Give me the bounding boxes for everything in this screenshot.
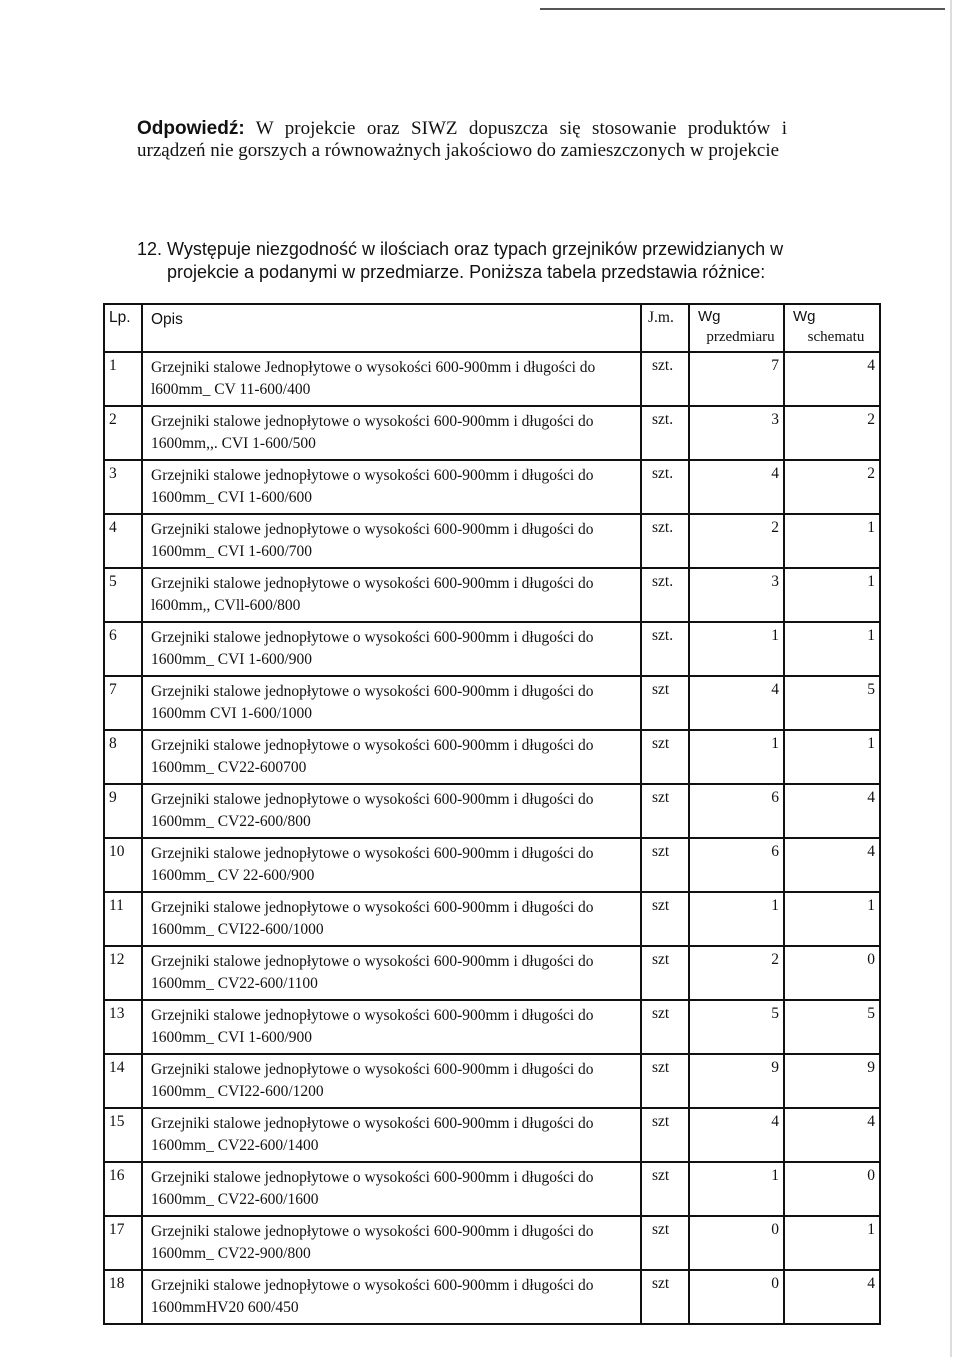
table-row	[104, 568, 880, 622]
row-lp: 13	[104, 1000, 142, 1054]
row-lp: 11	[104, 892, 142, 946]
scan-right-edge	[950, 0, 952, 1357]
row-wg-przedmiaru: 2	[689, 514, 784, 568]
row-description	[142, 622, 641, 676]
scan-top-line	[540, 8, 945, 10]
row-description-line1: Grzejniki stalowe jednopłytowe o wysokości 600-900mm i długości do	[151, 1277, 594, 1294]
row-wg-przedmiaru: 1	[689, 730, 784, 784]
row-wg-schematu: 1	[784, 622, 880, 676]
row-unit: szt.	[641, 568, 689, 622]
row-lp: 14	[104, 1054, 142, 1108]
row-wg-schematu: 4	[784, 838, 880, 892]
row-unit: szt	[641, 1000, 689, 1054]
row-description-line2: 1600mm_ CV 22-600/900	[151, 867, 315, 884]
row-description	[142, 730, 641, 784]
row-lp: 5	[104, 568, 142, 622]
table-row	[104, 676, 880, 730]
header-opis: Opis	[142, 304, 641, 352]
row-description	[142, 1054, 641, 1108]
row-lp: 18	[104, 1270, 142, 1324]
row-description-line1: Grzejniki stalowe jednopłytowe o wysokości 600-900mm i długości do	[151, 1169, 594, 1186]
row-description-line1: Grzejniki stalowe jednopłytowe o wysokości 600-900mm i długości do	[151, 791, 594, 808]
row-wg-schematu: 2	[784, 460, 880, 514]
row-wg-schematu: 5	[784, 676, 880, 730]
row-description-line1: Grzejniki stalowe jednopłytowe o wysokości 600-900mm i długości do	[151, 737, 594, 754]
row-description-line2: 1600mm_ CV22-600/1400	[151, 1137, 319, 1154]
row-unit: szt.	[641, 514, 689, 568]
row-description	[142, 1216, 641, 1270]
row-description-line2: 1600mm,,. CVI 1-600/500	[151, 435, 316, 452]
row-wg-przedmiaru: 0	[689, 1216, 784, 1270]
header-wg-przedmiaru-line2: przedmiaru	[706, 329, 775, 345]
row-description	[142, 1162, 641, 1216]
row-description-line1: Grzejniki stalowe jednopłytowe o wysokości 600-900mm i długości do	[151, 629, 594, 646]
row-description-line2: l600mm,, CVll-600/800	[151, 597, 301, 614]
table-row	[104, 352, 880, 406]
row-description-line2: l600mm_ CV 11-600/400	[151, 381, 311, 398]
row-wg-przedmiaru: 3	[689, 568, 784, 622]
row-wg-schematu: 4	[784, 1270, 880, 1324]
row-description-line1: Grzejniki stalowe jednopłytowe o wysokości 600-900mm i długości do	[151, 953, 594, 970]
row-wg-schematu: 1	[784, 892, 880, 946]
row-description-line1: Grzejniki stalowe jednopłytowe o wysokości 600-900mm i długości do	[151, 845, 594, 862]
row-description-line1: Grzejniki stalowe jednopłytowe o wysokości 600-900mm i długości do	[151, 467, 594, 484]
row-unit: szt.	[641, 406, 689, 460]
row-wg-przedmiaru: 4	[689, 1108, 784, 1162]
header-wg-przedmiaru-line1: Wg	[698, 308, 721, 325]
header-wg-schematu-line2: schematu	[807, 329, 865, 345]
row-description-line1: Grzejniki stalowe jednopłytowe o wysokości 600-900mm i długości do	[151, 899, 594, 916]
radiator-comparison-table	[103, 303, 881, 1325]
table-row	[104, 1270, 880, 1324]
header-jm: J.m.	[641, 304, 689, 352]
table-row	[104, 406, 880, 460]
table-body	[104, 352, 880, 1324]
question-line-1	[137, 238, 797, 261]
header-lp: Lp.	[104, 304, 142, 352]
row-wg-przedmiaru: 1	[689, 892, 784, 946]
row-description	[142, 460, 641, 514]
row-description	[142, 1000, 641, 1054]
row-description-line2: 1600mm_ CV22-600700	[151, 759, 307, 776]
row-description	[142, 838, 641, 892]
row-description-line2: 1600mm_ CV22-600/1600	[151, 1191, 319, 1208]
row-description	[142, 406, 641, 460]
table-row	[104, 1000, 880, 1054]
row-description-line2: 1600mm_ CV22-900/800	[151, 1245, 311, 1262]
row-description-line2: 1600mm_ CV22-600/800	[151, 813, 311, 830]
row-wg-przedmiaru: 2	[689, 946, 784, 1000]
row-description-line2: 1600mm_ CVI 1-600/600	[151, 489, 313, 506]
header-wg-schematu	[784, 304, 880, 352]
row-lp: 9	[104, 784, 142, 838]
question-number: 12.	[137, 239, 163, 259]
row-description-line2: 1600mm CVI 1-600/1000	[151, 705, 313, 722]
row-wg-przedmiaru: 4	[689, 460, 784, 514]
table-row	[104, 1162, 880, 1216]
row-wg-przedmiaru: 0	[689, 1270, 784, 1324]
row-lp: 10	[104, 838, 142, 892]
row-wg-przedmiaru: 9	[689, 1054, 784, 1108]
row-unit: szt	[641, 730, 689, 784]
row-lp: 6	[104, 622, 142, 676]
row-wg-przedmiaru: 6	[689, 838, 784, 892]
row-lp: 8	[104, 730, 142, 784]
answer-label: Odpowiedź:	[137, 118, 245, 139]
row-unit: szt	[641, 1054, 689, 1108]
row-lp: 7	[104, 676, 142, 730]
row-lp: 3	[104, 460, 142, 514]
table-header-row	[104, 304, 880, 352]
row-wg-przedmiaru: 5	[689, 1000, 784, 1054]
row-description	[142, 1270, 641, 1324]
row-unit: szt	[641, 946, 689, 1000]
row-wg-schematu: 1	[784, 730, 880, 784]
row-unit: szt	[641, 892, 689, 946]
row-description	[142, 1108, 641, 1162]
table-row	[104, 730, 880, 784]
row-wg-schematu: 1	[784, 514, 880, 568]
row-description-line2: 1600mm_ CVI 1-600/700	[151, 543, 313, 560]
row-description-line2: 1600mm_ CVI22-600/1200	[151, 1083, 324, 1100]
question-line-2: projekcie a podanymi w przedmiarze. Poniższa tabela przedstawia różnice:	[167, 262, 766, 282]
header-wg-przedmiaru	[689, 304, 784, 352]
row-wg-schematu: 1	[784, 1216, 880, 1270]
row-unit: szt.	[641, 622, 689, 676]
row-lp: 12	[104, 946, 142, 1000]
row-unit: szt	[641, 676, 689, 730]
row-description	[142, 568, 641, 622]
row-description	[142, 946, 641, 1000]
table-row	[104, 946, 880, 1000]
row-wg-przedmiaru: 1	[689, 622, 784, 676]
row-wg-schematu: 0	[784, 946, 880, 1000]
row-wg-przedmiaru: 7	[689, 352, 784, 406]
row-unit: szt.	[641, 352, 689, 406]
row-wg-przedmiaru: 1	[689, 1162, 784, 1216]
row-description-line1: Grzejniki stalowe jednopłytowe o wysokości 600-900mm i długości do	[151, 1223, 594, 1240]
row-description-line2: 1600mm_ CVI22-600/1000	[151, 921, 324, 938]
question-paragraph	[137, 238, 797, 284]
table-row	[104, 1216, 880, 1270]
row-wg-schematu: 9	[784, 1054, 880, 1108]
answer-paragraph	[137, 118, 787, 162]
row-description-line1: Grzejniki stalowe jednopłytowe o wysokości 600-900mm i długości do	[151, 1061, 594, 1078]
question-line1-text: Występuje niezgodność w ilościach oraz typach grzejników przewidzianych w	[167, 239, 784, 259]
header-wg-schematu-line1: Wg	[793, 308, 816, 325]
row-description-line1: Grzejniki stalowe jednopłytowe o wysokości 600-900mm i długości do	[151, 683, 594, 700]
row-description-line1: Grzejniki stalowe jednopłytowe o wysokości 600-900mm i długości do	[151, 413, 594, 430]
row-unit: szt	[641, 838, 689, 892]
row-unit: szt	[641, 1216, 689, 1270]
table-row	[104, 622, 880, 676]
row-description	[142, 784, 641, 838]
row-wg-schematu: 2	[784, 406, 880, 460]
row-description-line1: Grzejniki stalowe jednopłytowe o wysokości 600-900mm i długości do	[151, 575, 594, 592]
row-lp: 15	[104, 1108, 142, 1162]
row-description-line1: Grzejniki stalowe jednopłytowe o wysokości 600-900mm i długości do	[151, 1007, 594, 1024]
row-description-line2: 1600mm_ CV22-600/1100	[151, 975, 318, 992]
row-description-line1: Grzejniki stalowe Jednopłytowe o wysokości 600-900mm i długości do	[151, 359, 596, 376]
row-description-line1: Grzejniki stalowe jednopłytowe o wysokości 600-900mm i długości do	[151, 521, 594, 538]
table-row	[104, 838, 880, 892]
row-unit: szt	[641, 1270, 689, 1324]
table-row	[104, 784, 880, 838]
row-description-line2: 1600mm_ CVI 1-600/900	[151, 1029, 313, 1046]
row-description	[142, 514, 641, 568]
row-unit: szt	[641, 1162, 689, 1216]
row-wg-schematu: 4	[784, 352, 880, 406]
table-row	[104, 1054, 880, 1108]
row-wg-schematu: 1	[784, 568, 880, 622]
table-row	[104, 514, 880, 568]
row-wg-przedmiaru: 6	[689, 784, 784, 838]
row-lp: 16	[104, 1162, 142, 1216]
row-description	[142, 676, 641, 730]
row-wg-schematu: 0	[784, 1162, 880, 1216]
row-description	[142, 892, 641, 946]
row-unit: szt.	[641, 460, 689, 514]
row-description-line2: 1600mmHV20 600/450	[151, 1299, 299, 1316]
row-lp: 17	[104, 1216, 142, 1270]
table-row	[104, 460, 880, 514]
row-lp: 1	[104, 352, 142, 406]
table-row	[104, 892, 880, 946]
row-description	[142, 352, 641, 406]
row-description-line2: 1600mm_ CVI 1-600/900	[151, 651, 313, 668]
row-wg-przedmiaru: 4	[689, 676, 784, 730]
row-wg-schematu: 4	[784, 1108, 880, 1162]
row-wg-schematu: 5	[784, 1000, 880, 1054]
answer-text: W projekcie oraz SIWZ dopuszcza się stosowanie produktów i urządzeń nie gorszych a równoważnych jakościowo do zamieszczonych w projekcie	[137, 118, 787, 161]
row-lp: 4	[104, 514, 142, 568]
row-unit: szt	[641, 784, 689, 838]
row-wg-schematu: 4	[784, 784, 880, 838]
row-unit: szt	[641, 1108, 689, 1162]
row-lp: 2	[104, 406, 142, 460]
row-wg-przedmiaru: 3	[689, 406, 784, 460]
table-row	[104, 1108, 880, 1162]
row-description-line1: Grzejniki stalowe jednopłytowe o wysokości 600-900mm i długości do	[151, 1115, 594, 1132]
